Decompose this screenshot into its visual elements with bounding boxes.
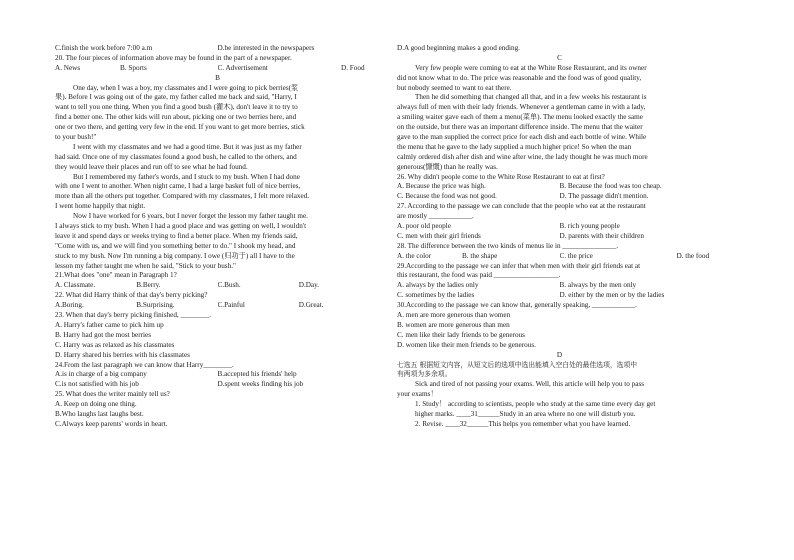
passage-b-line: I went home happily that night. (55, 202, 146, 211)
right-column (397, 44, 722, 430)
passage-d-line: 1. Study！ according to scientists, people who study at the same time every day get (415, 400, 656, 409)
q30-option-c: C. men like their lady friends to be generous (397, 330, 525, 339)
passage-d-line: your exams！ (397, 390, 438, 399)
passage-c-line: but nobody seemed to want to eat there. (397, 83, 512, 92)
passage-b-line: had said. Once one of my classmates found a good bush, he called to the others, and (55, 152, 297, 161)
q27-options-cd (397, 232, 722, 242)
q27-stem-cont: are mostly ____________. (397, 212, 474, 221)
passage-c-line: calmly ordered dish after dish and wine after wine, the lady thought he was much more (397, 152, 648, 161)
passage-b-line: stuck to my bush. Now I'm running a big company. I owe (归功于) all I have to the (55, 251, 295, 260)
passage-c-line: a smiling waiter gave each of them a menu(菜单). The menu looked exactly the same (397, 113, 643, 122)
passage-c-line: on the outside, but there was an important difference inside. The menu that the waiter (397, 123, 643, 132)
q29-option-c: C. sometimes by the ladies (397, 291, 475, 300)
passage-c-line: did not know what to do. The price was reasonable and the food was of good quality, (397, 73, 642, 82)
q23-stem: 23. When that day's berry picking finished, ________. (55, 311, 212, 320)
passage-d-line: higher marks. ____31______Study in an area where no one will disturb you. (415, 409, 636, 418)
passage-b-label: B (215, 73, 220, 82)
q22-option-d: D.Great. (298, 301, 324, 310)
q24-option-d: D.spent weeks finding his job (217, 380, 304, 389)
q28-stem: 28. The difference between the two kinds of menus lie in _______________. (397, 241, 619, 250)
q27-stem: 27. According to the passage we can conclude that the people who eat at the restaurant (397, 202, 646, 211)
q21-option-a: A. Classmate. (55, 281, 96, 290)
q20-option-d: D. Food (341, 63, 365, 72)
q26-options-cd (397, 192, 722, 202)
q21-option-c: C.Bush. (217, 281, 241, 290)
q25-stem: 25. What does the writer mainly tell us? (55, 390, 170, 399)
q26-stem: 26. Why didn't people come to the White Rose Restaurant to eat at first? (397, 172, 605, 181)
passage-b-line: I always stick to my bush. When I had a good place and was getting on well, I wouldn't (55, 222, 307, 231)
q28-option-c: C. the price (559, 251, 593, 260)
passage-b-line: lesson my father taught me when he said, "Stick to your bush." (55, 261, 236, 270)
q24-option-a: A.is in charge of a big company (55, 370, 147, 379)
passage-c-line: gave to the man supplied the correct price for each dish and each bottle of wine. While (397, 133, 647, 142)
q20-option-b: B. Sports (120, 63, 147, 72)
passage-b-line: "Come with us, and we will find you something better to do." I shook my head, and (55, 241, 296, 250)
q19-option-d: D.be interested in the newspapers (217, 44, 315, 52)
q20-options (55, 64, 380, 74)
q30-stem: 30.According to the passage we can know that, generally speaking, ____________. (397, 301, 637, 310)
q27-option-b: B. rich young people (559, 222, 620, 231)
passage-b-line: to your bush!" (55, 133, 97, 142)
passage-b-line: leave it and spend days or weeks trying to find a better place. When my friends said, (55, 231, 298, 240)
passage-b-line: want to tell you one thing. When you find a good bush (灌木), don't leave it to try to (55, 103, 298, 112)
q22-options (55, 301, 380, 311)
q22-option-a: A.Boring. (55, 301, 84, 310)
q29-stem: 29.According to the passage we can infer that when men with their girl friends eat at (397, 261, 641, 270)
q28-option-a: A. the color (397, 251, 432, 260)
q24-options-ab (55, 370, 380, 380)
passage-b-line: I went with my classmates and we had a good time. But it was just as my father (73, 142, 302, 151)
q28-options (397, 252, 722, 262)
passage-d-line: 2. Revise. ____32______This helps you remember what you have learned. (415, 419, 631, 428)
q25-option-c: C.Always keep parents' words in heart. (55, 419, 168, 428)
passage-b-line: one or two there, and getting very few in the end. If you want to get more berries, stick (55, 123, 305, 132)
q22-option-b: B.Surprising. (136, 301, 175, 310)
q30-option-a: A. men are more generous than women (397, 311, 511, 320)
q27-option-d: D. parents with their children (559, 231, 644, 240)
passage-c-line: Then he did something that changed all that, and in a few weeks his restaurant is (415, 93, 647, 102)
passage-b-line: Now I have worked for 6 years, but I never forget the lesson my father taught me. (73, 212, 308, 221)
q23-option-c: C. Harry was as relaxed as his classmates (55, 340, 175, 349)
q24-stem: 24.From the last paragraph we can know that Harry________. (55, 360, 234, 369)
q29-stem-cont: this restaurant, the food was paid __________________. (397, 271, 561, 280)
passage-b-line: they would leave their places and run off to see what he had found. (55, 162, 248, 171)
passage-c-label: C (557, 53, 562, 62)
q19-options-cd (55, 44, 380, 54)
q21-option-b: B.Berry. (136, 281, 161, 290)
q27-option-a: A. poor old people (397, 222, 451, 231)
passage-d-label: D (556, 350, 563, 359)
passage-c-line: always full of men with their lady friends. Whenever a gentleman came in with a lady, (397, 103, 646, 112)
passage-c-line: Very few people were coming to eat at the White Rose Restaurant, and its owner (415, 63, 647, 72)
passage-d-line: Sick and tired of not passing your exams. Well, this article will help you to pass (415, 380, 645, 389)
q30-option-b: B. women are more generous than men (397, 320, 510, 329)
q26-option-a: A. Because the price was high. (397, 182, 486, 191)
section7-heading-cont: 有两项为多余项。 (397, 370, 452, 379)
passage-c-line: the menu that he gave to the lady supplied a much higher price! So when the man (397, 142, 632, 151)
passage-b-line: 果). Before I was going out of the gate, my father called me back and said, "Harry, I (55, 93, 297, 102)
q26-option-b: B. Because the food was too cheap. (559, 182, 662, 191)
left-column (55, 44, 380, 430)
q19-option-c: C.finish the work before 7:00 a.m (55, 44, 153, 52)
passage-b-line: with one I went to another. When night came, I had a large basket full of nice berries, (55, 182, 301, 191)
q24-option-c: C.is not satisfied with his job (55, 380, 139, 389)
q21-options (55, 281, 380, 291)
passage-c-line: generous(慷慨) than he really was. (397, 162, 498, 171)
q20-option-c: C. Advertisement (217, 63, 268, 72)
q26-options-ab (397, 182, 722, 192)
q21-option-d: D.Day. (298, 281, 320, 290)
q29-option-b: B. always by the men only (559, 281, 637, 290)
passage-b-line: more than all the others put together. Compared with my classmates, I felt more relaxed. (55, 192, 310, 201)
q30-option-d: D. women like their men friends to be generous. (397, 340, 536, 349)
q25-option-d: D.A good beginning makes a good ending. (397, 44, 520, 52)
q23-option-a: A. Harry's father came to pick him up (55, 320, 164, 329)
q29-option-a: A. always by the ladies only (397, 281, 479, 290)
q23-option-d: D. Harry shared his berries with his classmates (55, 350, 190, 359)
q24-option-b: B.accepted his friends' help (217, 370, 297, 379)
passage-b-line: One day, when I was a boy, my classmates and I were going to pick berries(浆 (73, 83, 299, 92)
q25-option-a: A. Keep on doing one thing. (55, 400, 137, 409)
q20-stem: 20. The four pieces of information above may be found in the part of a newspaper. (55, 53, 292, 62)
q22-option-c: C.Painful (217, 301, 245, 310)
section7-heading: 七选五 根据短文内容，从短文后的选项中选出能填入空白处的最佳选项，选项中 (397, 360, 638, 369)
q28-option-d: D. the food (676, 251, 710, 260)
q27-options-ab (397, 222, 722, 232)
q21-stem: 21.What does "one" mean in Paragraph 1? (55, 271, 177, 280)
q20-option-a: A. News (55, 63, 81, 72)
q27-option-c: C. men with their girl friends (397, 231, 481, 240)
q26-option-c: C. Because the food was not good. (397, 192, 497, 201)
q29-options-ab (397, 281, 722, 291)
passage-b-line: find a better one. The other kids will run about, picking one or two berries here, and (55, 113, 297, 122)
passage-b-line: But I remembered my father's words, and I stuck to my bush. When I had done (73, 172, 300, 181)
q22-stem: 22. What did Harry think of that day's berry picking? (55, 291, 208, 300)
q29-option-d: D. either by the men or by the ladies (559, 291, 665, 300)
q28-option-b: B. the shape (462, 251, 498, 260)
q23-option-b: B. Harry had got the most berries (55, 330, 152, 339)
q24-options-cd (55, 380, 380, 390)
q26-option-d: D. The passage didn't mention. (559, 192, 649, 201)
q29-options-cd (397, 291, 722, 301)
q25-option-b: B.Who laughs last laughs best. (55, 409, 144, 418)
